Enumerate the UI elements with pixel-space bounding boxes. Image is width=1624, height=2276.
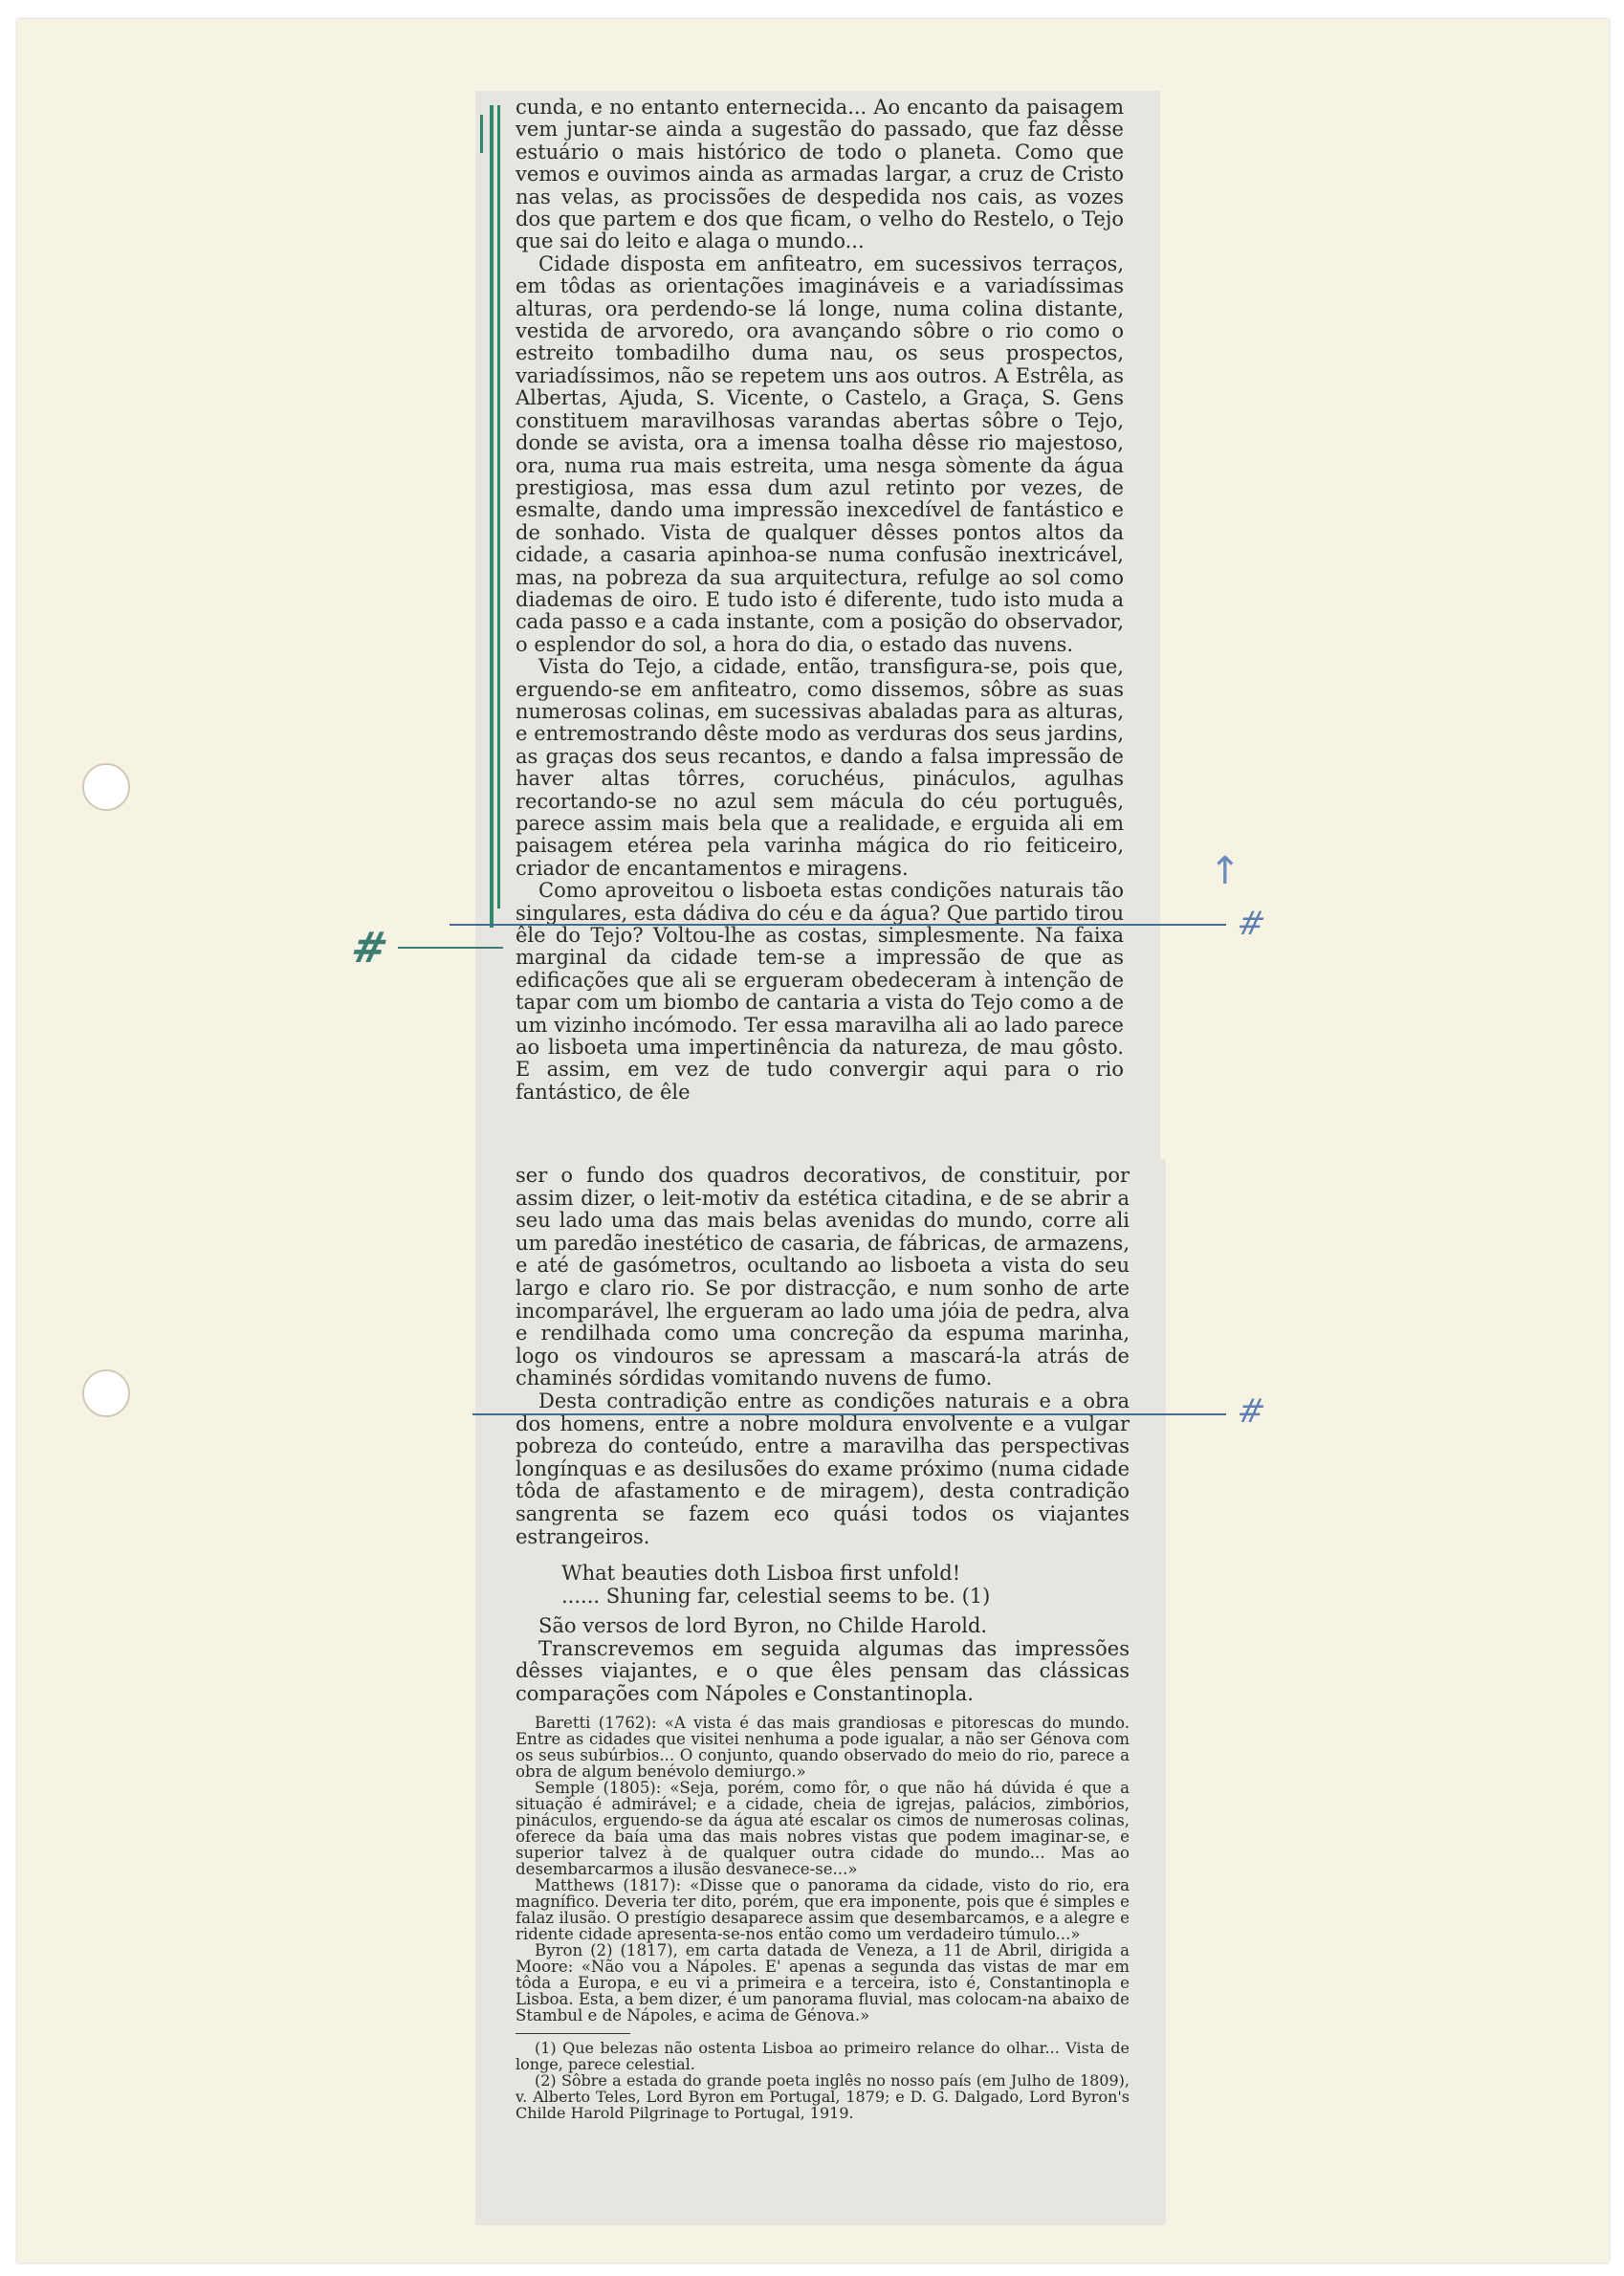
quote: Baretti (1762): «A vista é das mais grandiosas e pitorescas do mundo. Entre as cidades que visitei nenhuma a pode igualar, a não ser Génova com os seus subúrbios... O conjunto, quando observado do meio do rio, parece a obra de algum benévolo demiurgo.»	[516, 1714, 1130, 1782]
punch-hole-lower	[82, 1369, 130, 1417]
hash-mark-right: #	[1233, 905, 1269, 943]
clipping-lower	[475, 1159, 1166, 2225]
verse-line: ...... Shuning far, celestial seems to be. (1)	[561, 1585, 991, 1609]
paragraph: Vista do Tejo, a cidade, então, transfigura-se, pois que, erguendo-se em anfiteatro, como dissemos, sôbre as suas numerosas colinas, em sucessivas abaladas para as alturas, e entremostrando dêste modo as verduras dos seus jardins, as graças dos seus recantos, e dando a falsa impressão de haver altas tôrres, coruchéus, pináculos, agulhas recortando-se no azul sem mácula do céu português, parece assim mais bela que a realidade, e erguida ali em paisagem etérea pela varinha mágica do rio feiticeiro, criador de encantamentos e miragens.	[516, 655, 1124, 880]
insertion-line-1	[450, 924, 1226, 926]
quote: Byron (2) (1817), em carta datada de Veneza, a 11 de Abril, dirigida a Moore: «Não vou a Nápoles. E' apenas a segunda das vistas de mar em tôda a Europa, e eu vi a primeira e a terceira, isto é, Constantinopla e Lisboa. Esta, a bem dizer, é um panorama fluvial, mas colocam-na abaixo de Stambul e de Nápoles, e acima de Génova.»	[516, 1941, 1130, 2025]
paragraph: ser o fundo dos quadros decorativos, de constituir, por assim dizer, o leit-motiv da estética citadina, e de se abrir a seu lado uma das mais belas avenidas do mundo, corre ali um paredão inestético de casaria, de fábricas, de armazens, e até de gasómetros, ocultando ao lisboeta a vista do seu largo e claro rio. Se por distracção, e num sonho de arte incomparável, lhe ergueram ao lado uma jóia de pedra, alva e rendilhada como uma concreção da espuma marinha, logo os vindouros se apressam a mascará-la atrás de chaminés sórdidas vomitando nuvens de fumo.	[516, 1164, 1130, 1390]
quotes-block	[516, 1715, 1130, 2024]
green-pointer-line	[398, 947, 503, 949]
verse-line: What beauties doth Lisboa first unfold!	[561, 1562, 961, 1586]
footnote: (2) Sôbre a estada do grande poeta inglês no nosso país (em Julho de 1809), v. Alberto Teles, Lord Byron em Portugal, 1879; e D. G. Dalgado, Lord Byron's Childe Harold Pilgrinage to Portugal, 1919.	[516, 2071, 1130, 2123]
green-margin-line	[490, 105, 494, 928]
insertion-line-2	[472, 1413, 1226, 1415]
hash-mark-right-2: #	[1233, 1392, 1269, 1431]
hash-mark-left: #	[346, 924, 393, 973]
paragraph: Cidade disposta em anfiteatro, em sucessivos terraços, em tôdas as orientações imagináveis e a variadíssimas alturas, ora perdendo-se lá longe, numa colina distante, vestida de arvoredo, ora avançando sôbre o rio como o estreito tombadilho duma nau, os seus prospectos, variadíssimos, não se repetem uns aos outros. A Estrêla, as Albertas, Ajuda, S. Vicente, o Castelo, a Graça, S. Gens constituem maravilhosas varandas abertas sôbre o Tejo, donde se avista, ora a imensa toalha dêsse rio majestoso, ora, numa rua mais estreita, uma nesga sòmente da água prestigiosa, mas essa dum azul retinto por vezes, de esmalte, dando uma impressão inexcedível de fantástico e de sonhado. Vista de qualquer dêsses pontos altos da cidade, a casaria apinhoa-se numa confusão inextricável, mas, na pobreza da sua arquitectura, refulge ao sol como diademas de oiro. E tudo isto é diferente, tudo isto muda a cada passo e a cada instante, com a posição do observador, o esplendor do sol, a hora do dia, o estado das nuvens.	[516, 252, 1124, 656]
footnotes	[516, 2040, 1130, 2121]
paragraph: Desta contradição entre as condições naturais e a obra dos homens, entre a nobre moldura envolvente e a vulgar pobreza do conteúdo, entre a maravilha das perspectivas longínquas e as desilusões do exame próximo (numa cidade tôda de afastamento e de miragem), desta contradição sangrenta se fazem eco quási todos os viajantes estrangeiros.	[516, 1389, 1130, 1548]
green-margin-tick	[480, 115, 483, 153]
footnote-rule	[516, 2033, 630, 2034]
punch-hole-upper	[82, 763, 130, 811]
paragraph: São versos de lord Byron, no Childe Harold.	[538, 1614, 988, 1638]
quote: Matthews (1817): «Disse que o panorama da cidade, visto do rio, era magnífico. Deveria ter dito, porém, que era imponente, pois que é simples e falaz ilusão. O prestígio desaparece assim que desembarcamos, e a alegre e ridente cidade apresenta-se-nos então como um verdadeiro túmulo...»	[516, 1876, 1130, 1944]
paragraph: Transcrevemos em seguida algumas das impressões dêsses viajantes, e o que êles pensam das clássicas comparações com Nápoles e Constantinopla.	[516, 1636, 1130, 1705]
quote: Semple (1805): «Seja, porém, como fôr, o que não há dúvida é que a situação é admirável; e a cidade, cheia de igrejas, palácios, zimbórios, pináculos, erguendo-se da água até escalar os cimos de numerosas colinas, oferece da baía uma das mais nobres vistas que podem imaginar-se, e superior talvez à de qualquer outra cidade do mundo... Mas ao desembarcarmos a ilusão desvanece-se...»	[516, 1779, 1130, 1879]
green-margin-line	[497, 105, 500, 908]
paragraph: Como aproveitou o lisboeta estas condições naturais tão singulares, esta dádiva do céu e da água? Que partido tirou êle do Tejo? Voltou-lhe as costas, simplesmente. Na faixa marginal da cidade tem-se a impressão de que as edificações que ali se ergueram obedeceram à intenção de tapar com um biombo de cantaria a vista do Tejo como a de um vizinho incómodo. Ter essa maravilha ali ao lado parece ao lisboeta uma impertinência da natureza, de mau gôsto. E assim, em vez de tudo convergir aqui para o rio fantástico, de êle	[516, 879, 1124, 1104]
clipping-upper	[475, 91, 1160, 1159]
arrow-up-icon: ↑	[1209, 849, 1241, 893]
paragraph: cunda, e no entanto enternecida... Ao encanto da paisagem vem juntar-se ainda a sugestão do passado, que faz dêsse estuário o mais histórico de todo o planeta. Como que vemos e ouvimos ainda as armadas largar, a cruz de Cristo nas velas, as procissões de despedida nos cais, as vozes dos que partem e dos que ficam, o velho do Restelo, o Tejo que sai do leito e alaga o mundo...	[516, 96, 1124, 253]
verse-quote	[561, 1562, 1130, 1608]
footnote: (1) Que belezas não ostenta Lisboa ao primeiro relance do olhar... Vista de longe, parece celestial.	[516, 2039, 1130, 2074]
